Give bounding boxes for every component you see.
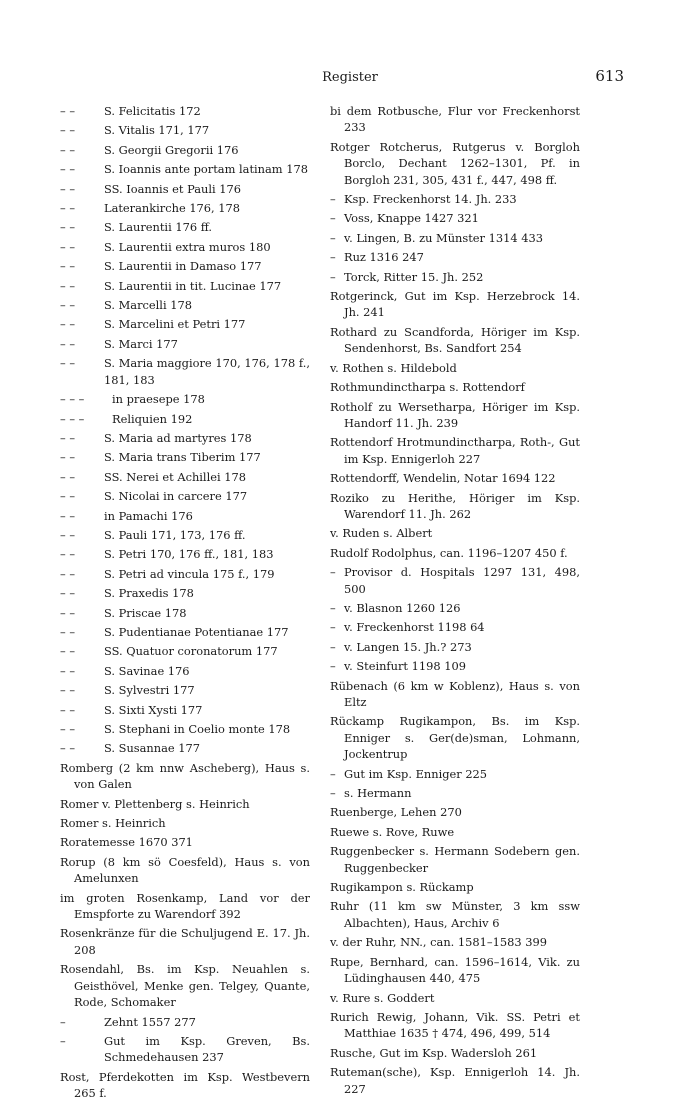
entry-dash: – – [60,508,76,523]
entry-text: Rudolf Rodolphus, can. 1196–1207 450 f. [330,545,568,560]
entry-dash: – – [60,356,76,371]
entry-text: Ruenberge, Lehen 270 [330,805,462,820]
entry-text: Rückamp Rugikampon, Bs. im Ksp. Enniger s. Ger(de)sman, Lohmann, Jockentrup [330,714,580,762]
entry-dash: – [330,786,336,801]
index-entry [60,200,310,216]
index-entry [60,624,310,640]
entry-dash: – – [60,298,76,313]
entry-text: Romer v. Plettenberg s. Heinrich [60,796,250,811]
entry-dash: – – [60,450,76,465]
index-entry [60,796,310,812]
entry-text: Provisor d. Hospitals 1297 131, 498, 500 [344,565,580,596]
entry-dash: – – [60,259,76,274]
entry-text: bi dem Rotbusche, Flur vor Freckenhorst 233 [330,104,580,135]
entry-dash: – – [60,336,76,351]
entry-text: S. Vitalis 171, 177 [104,123,210,138]
entry-dash: – [330,639,336,654]
entry-dash: – [330,620,336,635]
entry-text: S. Pauli 171, 173, 176 ff. [104,527,246,542]
entry-text: v. Rure s. Goddert [330,990,435,1005]
entry-text: S. Georgii Gregorii 176 [104,142,239,157]
entry-dash: – – [60,142,76,157]
entry-dash: – – [60,527,76,542]
index-entry [330,288,580,321]
entry-text: Rurich Rewig, Johann, Vik. SS. Petri et Matthiae 1635 † 474, 496, 499, 514 [330,1009,580,1041]
index-entry [330,713,580,762]
entry-dash: – – [60,741,76,756]
index-entry [60,546,310,562]
entry-text: in Pamachi 176 [104,508,193,523]
entry-text: Rottendorf Hrotmundinctharpa, Roth-, Gut im Ksp. Ennigerloh 227 [330,435,580,466]
index-entry [330,658,580,674]
index-entry [60,161,310,177]
entry-text: Rosendahl, Bs. im Ksp. Neuahlen s. Geisthövel, Menke gen. Telgey, Quante, Rode, Schomaker [60,962,310,1010]
entry-text: Zehnt 1557 277 [104,1014,196,1029]
entry-text: S. Sixti Xysti 177 [104,702,203,717]
entry-text: Ksp. Freckenhorst 14. Jh. 233 [344,192,517,207]
entry-text: Roratemesse 1670 371 [60,835,193,850]
index-entry [60,336,310,352]
index-entry [330,360,580,376]
index-entry [60,1014,310,1030]
entry-text: v. Freckenhorst 1198 64 [344,620,485,635]
entry-dash: – – [60,278,76,293]
index-entry [60,258,310,274]
index-entry [60,663,310,679]
index-entry [60,411,310,427]
index-entry [60,643,310,659]
entry-dash: – [60,1033,66,1048]
entry-text: S. Petri 170, 176 ff., 181, 183 [104,547,274,562]
index-entry [60,469,310,485]
entry-text: S. Petri ad vincula 175 f., 179 [104,566,275,581]
entry-dash: – – [60,201,76,216]
index-entry [60,740,310,756]
entry-dash: – – – [60,411,85,426]
index-entry [60,566,310,582]
entry-dash: – – [60,683,76,698]
entry-text: Roziko zu Herithe, Höriger im Ksp. Warendorf 11. Jh. 262 [330,490,580,521]
index-entry [330,324,580,357]
index-entry [60,1033,310,1066]
index-entry [330,1009,580,1042]
index-entry [330,470,580,486]
entry-text: SS. Nerei et Achillei 178 [104,469,246,484]
entry-text: Rothard zu Scandforda, Höriger im Ksp. Sendenhorst, Bs. Sandfort 254 [330,324,580,356]
index-entry [330,210,580,226]
index-entry [60,760,310,793]
running-title: Register [322,70,378,85]
index-entry [60,122,310,138]
entry-dash: – [330,269,336,284]
entry-text: S. Laurentii extra muros 180 [104,239,271,254]
entry-text: Rotholf zu Wersetharpa, Höriger im Ksp. Handorf 11. Jh. 239 [330,399,580,430]
entry-text: S. Laurentii in tit. Lucinae 177 [104,278,282,293]
entry-dash: – [330,565,336,580]
entry-text: S. Marcelini et Petri 177 [104,317,246,332]
index-entry [60,278,310,294]
entry-text: Gut im Ksp. Enniger 225 [344,766,488,781]
index-entry [330,1045,580,1061]
index-entry [330,103,580,136]
index-entry [60,181,310,197]
entry-dash: – [330,600,336,615]
index-entry [60,585,310,601]
entry-dash: – – [60,162,76,177]
entry-text: Rübenach (6 km w Koblenz), Haus s. von Eltz [330,678,580,709]
index-entry [330,139,580,188]
index-entry [60,391,310,407]
entry-dash: – – [60,239,76,254]
entry-text: v. Steinfurt 1198 109 [344,659,466,674]
entry-dash: – [330,659,336,674]
entry-dash: – – [60,123,76,138]
index-entry [60,239,310,255]
entry-text: SS. Quatuor coronatorum 177 [104,644,278,659]
index-entry [330,619,580,635]
entry-text: s. Hermann [344,786,412,801]
entry-text: S. Felicitatis 172 [104,104,201,118]
entry-text: Torck, Ritter 15. Jh. 252 [344,269,484,284]
index-entry [60,103,310,119]
entry-text: Rottendorff, Wendelin, Notar 1694 122 [330,471,556,486]
index-entry [330,898,580,931]
index-entry [330,249,580,265]
entry-dash: – – [60,104,76,118]
entry-text: S. Susannae 177 [104,741,200,756]
index-entry [60,355,310,388]
entry-text: Ruggenbecker s. Hermann Sodebern gen. Ruggenbecker [330,844,580,875]
entry-text: Rugikampon s. Rückamp [330,880,474,895]
index-entry [60,925,310,958]
index-entry [60,815,310,831]
entry-text: SS. Ioannis et Pauli 176 [104,181,242,196]
entry-dash: – – [60,181,76,196]
entry-text: Rotgerinck, Gut im Ksp. Herzebrock 14. Jh. 241 [330,289,580,320]
index-entry [330,379,580,395]
index-entry [60,834,310,850]
entry-text: Rosenkränze für die Schuljugend E. 17. Jh. 208 [60,926,310,957]
index-entry [330,879,580,895]
entry-text: S. Laurentii 176 ff. [104,220,213,235]
entry-text: v. Ruden s. Albert [330,526,433,541]
entry-dash: – – [60,469,76,484]
index-entry [330,804,580,820]
entry-text: Rupe, Bernhard, can. 1596–1614, Vik. zu Lüdinghausen 440, 475 [330,954,580,986]
entry-text: im groten Rosenkamp, Land vor der Emspforte zu Warendorf 392 [60,890,310,922]
index-entry [60,854,310,887]
index-entry [60,1069,310,1102]
index-entry [330,564,580,597]
index-entry [330,766,580,782]
entry-text: Reliquien 192 [112,411,193,426]
index-entry [330,954,580,987]
index-entry [330,525,580,541]
entry-text: S. Pudentianae Potentianae 177 [104,624,289,639]
index-entry [330,843,580,876]
index-entry [330,399,580,432]
page-number: 613 [595,67,624,85]
entry-dash: – [330,250,336,265]
index-entry [330,785,580,801]
entry-text: S. Maria maggiore 170, 176, 178 f., 181, 183 [104,356,310,387]
index-entry [60,297,310,313]
index-entry [60,702,310,718]
entry-dash: – – [60,586,76,601]
entry-text: S. Marci 177 [104,336,178,351]
entry-dash: – [330,766,336,781]
index-entry [60,527,310,543]
entry-dash: – – [60,624,76,639]
entry-text: Romberg (2 km nnw Ascheberg), Haus s. von Galen [60,760,310,792]
index-entry [60,682,310,698]
index-entry [60,721,310,737]
entry-text: v. Lingen, B. zu Münster 1314 433 [344,230,543,245]
index-entry [60,430,310,446]
entry-dash: – – [60,317,76,332]
entry-text: Gut im Ksp. Greven, Bs. Schmedehausen 237 [104,1033,310,1065]
index-entry [60,142,310,158]
entry-dash: – – [60,663,76,678]
index-entry [330,230,580,246]
entry-text: v. Blasnon 1260 126 [344,600,461,615]
index-entry [60,449,310,465]
entry-dash: – [330,192,336,207]
entry-dash: – [60,1014,66,1029]
index-entry [60,508,310,524]
index-column-right [330,103,580,1100]
entry-dash: – – [60,605,76,620]
entry-dash: – [330,230,336,245]
index-entry [330,934,580,950]
index-entry [330,191,580,207]
entry-text: S. Stephani in Coelio monte 178 [104,722,291,736]
entry-text: v. der Ruhr, NN., can. 1581–1583 399 [330,935,547,950]
entry-dash: – – – [60,392,85,407]
entry-text: in praesepe 178 [112,392,205,407]
entry-dash: – – [60,489,76,504]
entry-dash: – [330,211,336,226]
index-entry [60,890,310,923]
entry-text: S. Sylvestri 177 [104,683,195,698]
index-entry [60,605,310,621]
entry-text: Rotger Rotcherus, Rutgerus v. Borgloh Borclo, Dechant 1262–1301, Pf. in Borgloh 231, 305, 431 f., 447, 498 ff. [330,139,580,187]
entry-text: Ruz 1316 247 [344,250,424,265]
entry-dash: – – [60,220,76,235]
entry-text: Voss, Knappe 1427 321 [344,211,479,226]
entry-text: S. Ioannis ante portam latinam 178 [104,162,308,177]
index-entry [60,219,310,235]
entry-text: S. Laurentii in Damaso 177 [104,259,262,274]
entry-dash: – – [60,547,76,562]
entry-dash: – – [60,722,76,736]
index-entry [330,600,580,616]
index-entry [330,639,580,655]
entry-text: v. Rothen s. Hildebold [330,360,457,375]
entry-text: Rorup (8 km sö Coesfeld), Haus s. von Amelunxen [60,854,310,886]
entry-text: S. Praxedis 178 [104,586,194,601]
entry-dash: – – [60,430,76,445]
index-entry [330,678,580,711]
index-entry [330,269,580,285]
index-entry [330,545,580,561]
entry-text: Ruhr (11 km sw Münster, 3 km ssw Albachten), Haus, Archiv 6 [330,899,580,930]
index-entry [60,961,310,1010]
entry-dash: – – [60,702,76,717]
index-entry [60,488,310,504]
index-entry [330,990,580,1006]
index-entry [330,824,580,840]
entry-text: Rothmundinctharpa s. Rottendorf [330,380,525,395]
entry-dash: – – [60,566,76,581]
index-column-left [60,103,310,1105]
entry-text: v. Langen 15. Jh.? 273 [344,639,472,654]
index-entry [60,316,310,332]
entry-text: S. Nicolai in carcere 177 [104,489,248,504]
entry-text: Ruteman(sche), Ksp. Ennigerloh 14. Jh. 227 [330,1065,580,1096]
entry-dash: – – [60,644,76,659]
entry-text: Ruewe s. Rove, Ruwe [330,824,455,839]
index-entry [330,1064,580,1097]
entry-text: S. Maria ad martyres 178 [104,430,252,445]
entry-text: S. Maria trans Tiberim 177 [104,450,261,465]
entry-text: S. Priscae 178 [104,605,187,620]
entry-text: Romer s. Heinrich [60,816,166,831]
index-entry [330,490,580,523]
entry-text: S. Savinae 176 [104,663,190,678]
entry-text: S. Marcelli 178 [104,298,192,313]
entry-text: Rost, Pferdekotten im Ksp. Westbevern 265 f. [60,1069,310,1101]
index-entry [330,434,580,467]
entry-text: Rusche, Gut im Ksp. Wadersloh 261 [330,1045,538,1060]
entry-text: Laterankirche 176, 178 [104,201,241,216]
